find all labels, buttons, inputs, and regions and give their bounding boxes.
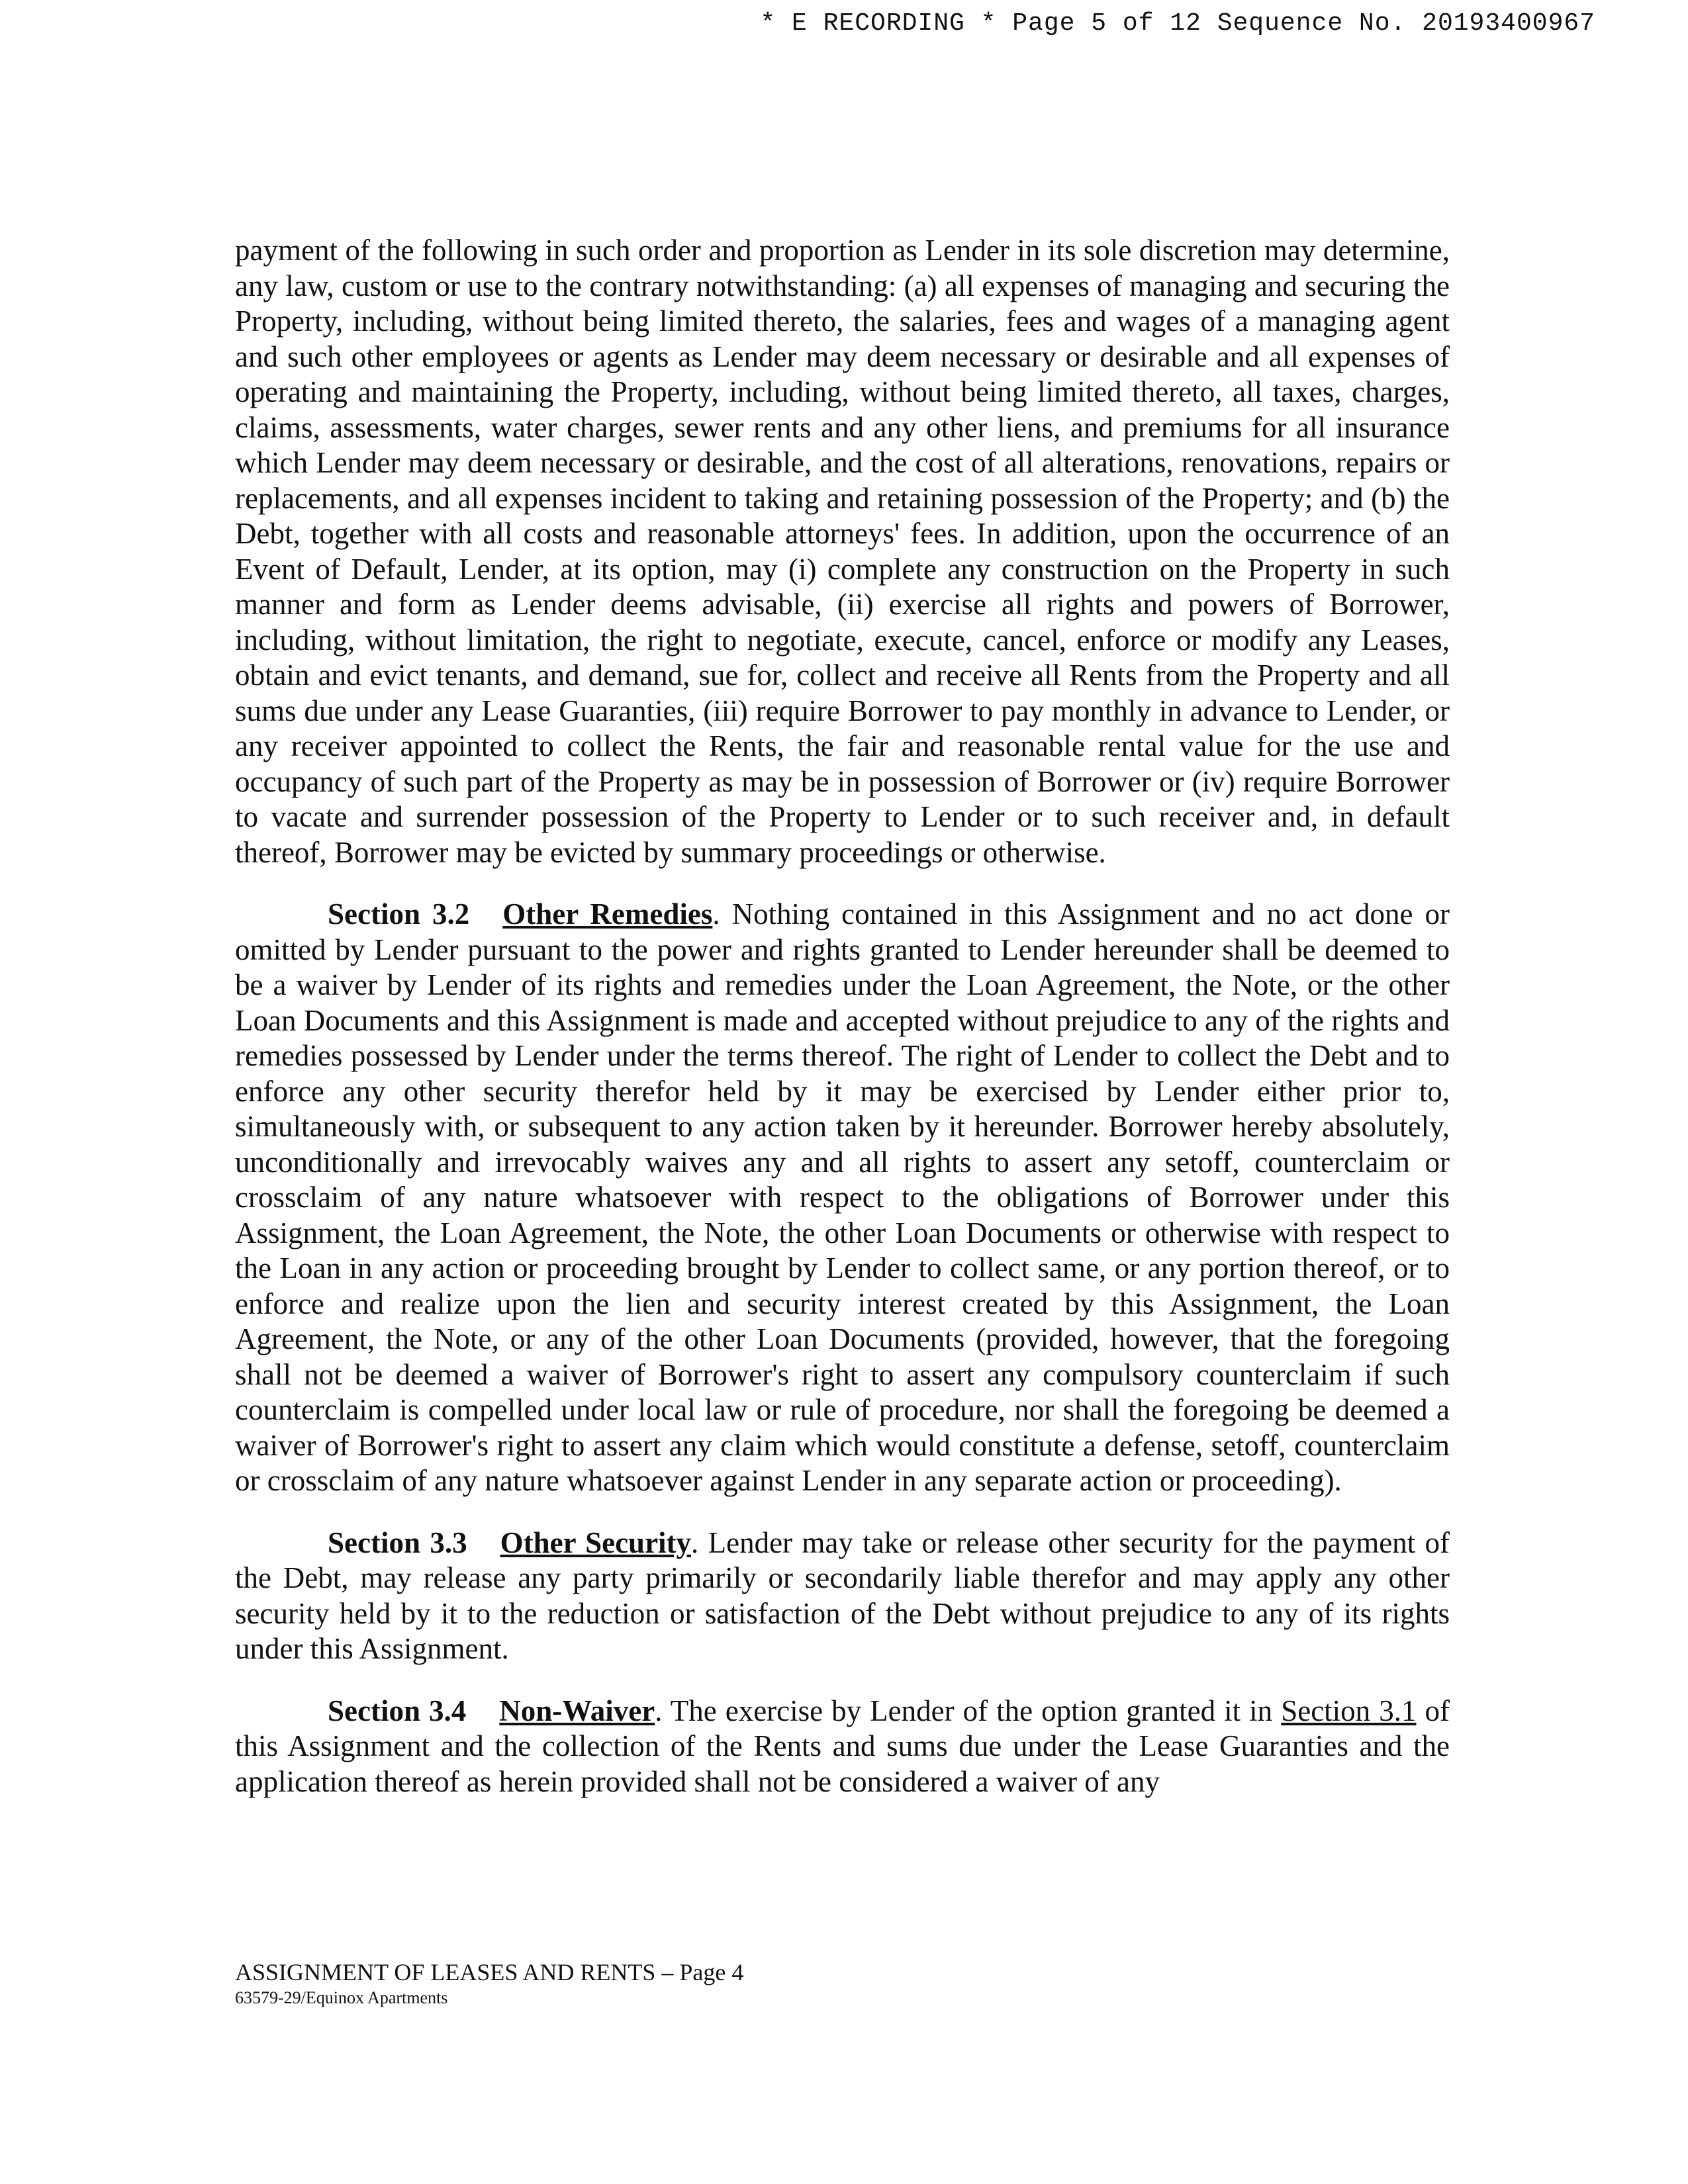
document-body [235, 233, 1450, 1799]
continued-paragraph: payment of the following in such order and proportion as Lender in its sole discretion may determine, any law, custom or use to the contrary notwithstanding: (a) all expenses of managing and securing the Property, including, without being limited thereto, the salaries, fees and wages of a managing agent and such other employees or agents as Lender may deem necessary or desirable and all expenses of operating and maintaining the Property, including, without being limited thereto, all taxes, charges, claims, assessments, water charges, sewer rents and any other liens, and premiums for all insurance which Lender may deem necessary or desirable, and the cost of all alterations, renovations, repairs or replacements, and all expenses incident to taking and retaining possession of the Property; and (b) the Debt, together with all costs and reasonable attorneys' fees. In addition, upon the occurrence of an Event of Default, Lender, at its option, may (i) complete any construction on the Property in such manner and form as Lender deems advisable, (ii) exercise all rights and powers of Borrower, including, without limitation, the right to negotiate, execute, cancel, enforce or modify any Leases, obtain and evict tenants, and demand, sue for, collect and receive all Rents from the Property and all sums due under any Lease Guaranties, (iii) require Borrower to pay monthly in advance to Lender, or any receiver appointed to collect the Rents, the fair and reasonable rental value for the use and occupancy of such part of the Property as may be in possession of Borrower or (iv) require Borrower to vacate and surrender possession of the Property to Lender or to such receiver and, in default thereof, Borrower may be evicted by summary proceedings or otherwise. [235, 234, 1450, 869]
recording-header: * E RECORDING * Page 5 of 12 Sequence No. 20193400967 [760, 9, 1595, 38]
section-text-continued: of this Assignment and the collection of the Rents and sums due under the Lease Guaranties and the application thereof as herein provided shall not be considered a waiver of any [235, 1694, 1450, 1798]
section-3-3 [235, 1525, 1450, 1667]
section-title: Other Security [500, 1525, 692, 1559]
section-3-4 [235, 1694, 1450, 1800]
footer-reference: 63579-29/Equinox Apartments [235, 1988, 448, 2007]
section-number: Section 3.3 [328, 1525, 467, 1559]
section-cross-reference: Section 3.1 [1281, 1694, 1417, 1727]
section-text: . The exercise by Lender of the option granted it in [655, 1694, 1282, 1727]
section-3-2 [235, 897, 1450, 1499]
page-footer [235, 1958, 743, 2009]
section-number: Section 3.4 [328, 1694, 467, 1727]
section-number: Section 3.2 [328, 897, 470, 931]
section-title: Non-Waiver [499, 1694, 655, 1727]
section-title: Other Remedies [502, 897, 713, 931]
section-text: . Lender may take or release other security for the payment of the Debt, may release any party primarily or secondarily liable therefor and may apply any other security held by it to the reduction or satisfaction of the Debt without prejudice to any of its rights under this Assignment. [235, 1525, 1450, 1665]
footer-title: ASSIGNMENT OF LEASES AND RENTS – Page 4 [235, 1959, 744, 1985]
section-text: . Nothing contained in this Assignment and no act done or omitted by Lender pursuant to the power and rights granted to Lender hereunder shall be deemed to be a waiver by Lender of its rights and remedies under the Loan Agreement, the Note, or the other Loan Documents and this Assignment is made and accepted without prejudice to any of the rights and remedies possessed by Lender under the terms thereof. The right of Lender to collect the Debt and to enforce any other security therefor held by it may be exercised by Lender either prior to, simultaneously with, or subsequent to any action taken by it hereunder. Borrower hereby absolutely, unconditionally and irrevocably waives any and all rights to assert any setoff, counterclaim or crossclaim of any nature whatsoever with respect to the obligations of Borrower under this Assignment, the Loan Agreement, the Note, the other Loan Documents or otherwise with respect to the Loan in any action or proceeding brought by Lender to collect same, or any portion thereof, or to enforce and realize upon the lien and security interest created by this Assignment, the Loan Agreement, the Note, or any of the other Loan Documents (provided, however, that the foregoing shall not be deemed a waiver of Borrower's right to assert any compulsory counterclaim if such counterclaim is compelled under local law or rule of procedure, nor shall the foregoing be deemed a waiver of Borrower's right to assert any claim which would constitute a defense, setoff, counterclaim or crossclaim of any nature whatsoever against Lender in any separate action or proceeding). [235, 897, 1450, 1497]
